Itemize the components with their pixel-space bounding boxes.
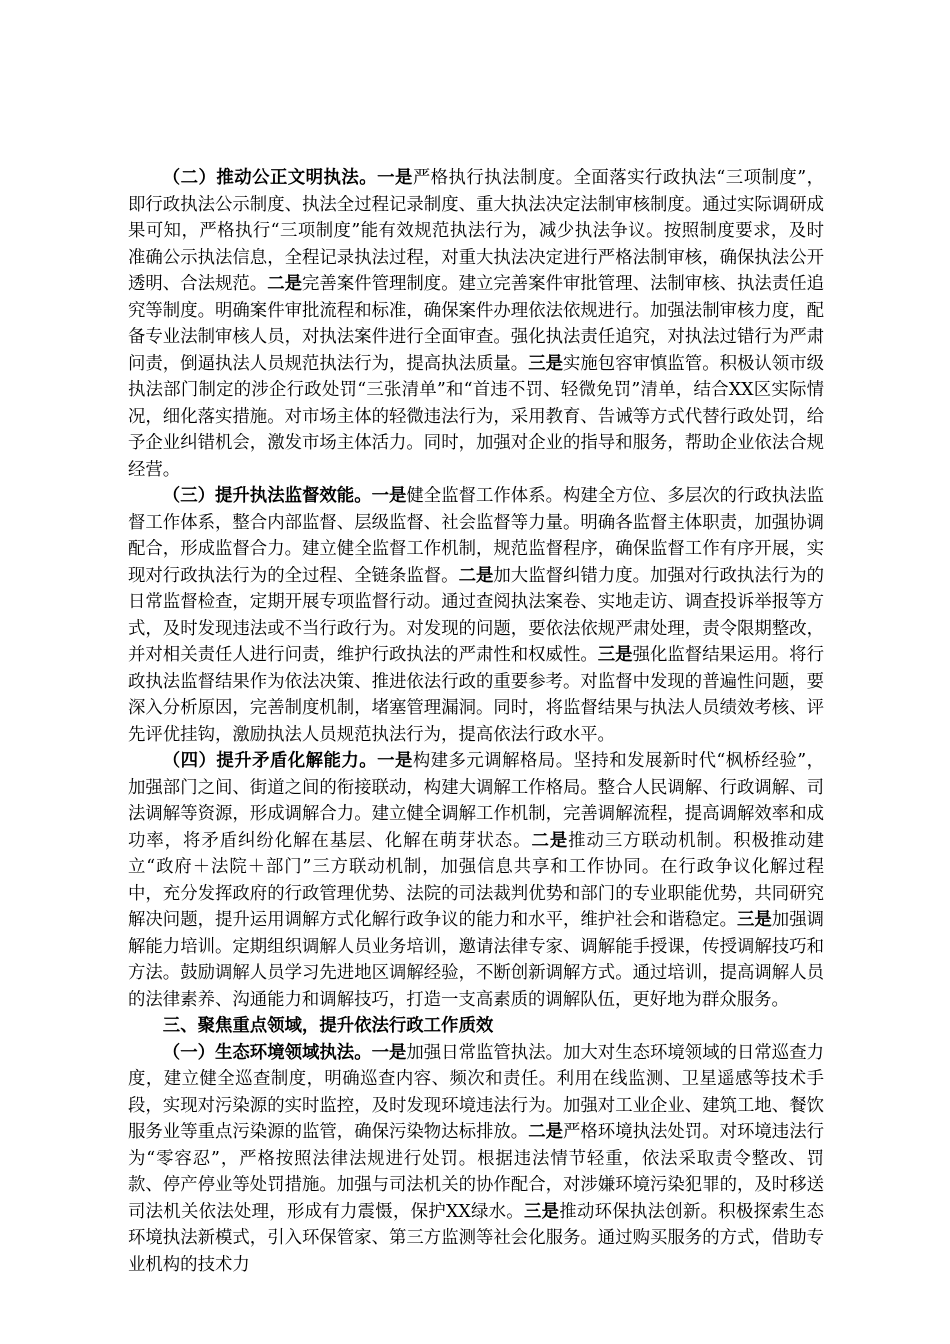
text-run-4: 加大监督纠错力度。加强对行政执法行为的日常监督检查，定期开展专项监督行动。通过查阅执法案卷、实地走访、调查投诉举报等方式，及时发现违法或不当行政行为。对发现的问题，要依法依规严肃处理，责令限期整改，并对相关责任人进行问责，维护行政执法的严肃性和权威性。 xyxy=(128,565,824,665)
bold-run-0: （三）提升执法监督效能。 xyxy=(162,486,372,506)
bold-run-1: 一是 xyxy=(371,486,407,506)
text-run-2: 构建多元调解格局。坚持和发展新时代“枫桥经验”，加强部门之间、街道之间的衔接联动，构建大调解工作格局。整合人民调解、行政调解、司法调解等资源，形成调解合力。建立健全调解工作机制，完善调解流程，提高调解效率和成功率，将矛盾纠纷化解在基层、化解在萌芽状态。 xyxy=(128,751,824,851)
bold-run-0: （一）生态环境领域执法。 xyxy=(162,1042,372,1063)
bold-run-3: 二是 xyxy=(528,1122,563,1142)
text-run-2: 严格执行执法制度。全面落实行政执法“三项制度”，即行政执法公示制度、执法全过程记录制度、重大执法决定法制审核制度。通过实际调研成果可知，严格执行“三项制度”能有效规范执法行为，减少执法争议。按照制度要求，及时准确公示执法信息，全程记录执法过程，对重大执法决定进行严格法制审核，确保执法公开透明、合法规范。 xyxy=(128,168,824,294)
text-run-6: 加强调解能力培训。定期组织调解人员业务培训，邀请法律专家、调解能手授课，传授调解技巧和方法。鼓励调解人员学习先进地区调解经验，不断创新调解方式。通过培训，提高调解人员的法律素养、沟通能力和调解技巧，打造一支高素质的调解队伍，更好地为群众服务。 xyxy=(128,910,824,1010)
bold-run-1: 一是 xyxy=(377,751,413,771)
bold-run-1: 一是 xyxy=(371,1042,407,1063)
bold-run-0: （四）提升矛盾化解能力。 xyxy=(162,751,378,771)
text-run-2: 健全监督工作体系。构建全方位、多层次的行政执法监督工作体系，整合内部监督、层级监督、社会监督等力量。明确各监督主体职责，加强协调配合，形成监督合力。建立健全监督工作机制，规范监督程序，确保监督工作有序开展，实现对行政执法行为的全过程、全链条监督。 xyxy=(128,486,824,586)
paragraph-3 xyxy=(128,483,824,748)
bold-run-0: （二）推动公正文明执法。 xyxy=(162,168,378,188)
bold-run-5: 三是 xyxy=(523,1201,560,1222)
text-run-2: 加强日常监管执法。加大对生态环境领域的日常巡查力度，建立健全巡查制度，明确巡查内容、频次和责任。利用在线监测、卫星遥感等技术手段，实现对污染源的实时监控，及时发现环境违法行为。加强对工业企业、建筑工地、餐饮服务业等重点污染源的监管，确保污染物达标排放。 xyxy=(128,1042,824,1142)
text-run-6: 推动环保执法创新。积极探索生态环境执法新模式，引入环保管家、第三方监测等社会化服务。通过购买服务的方式，借助专业机构的技术力 xyxy=(128,1201,824,1275)
text-run-6: 实施包容审慎监管。积极认领市级执法部门制定的涉企行政处罚“三张清单”和“首违不罚、轻微免罚”清单，结合XX区实际情况，细化落实措施。对市场主体的轻微违法行为，采用教育、告诫等方式代替行政处罚，给予企业纠错机会，激发市场主体活力。同时，加强对企业的指导和服务，帮助企业依法合规经营。 xyxy=(128,353,824,480)
bold-run-5: 三是 xyxy=(597,645,633,665)
text-run-4: 严格环境执法处罚。对环境违法行为“零容忍”，严格按照法律法规进行处罚。根据违法情节轻重，依法采取责令整改、罚款、停产停业等处罚措施。加强与司法机关的协作配合，对涉嫌环境污染犯罪的，及时移送司法机关依法处理，形成有力震慑，保护XX绿水。 xyxy=(128,1122,824,1222)
section-heading: 三、聚焦重点领域，提升依法行政工作质效 xyxy=(162,1016,494,1036)
text-run-4: 完善案件管理制度。建立完善案件审批管理、法制审核、执法责任追究等制度。明确案件审批流程和标准，确保案件办理依法依规进行。加强法制审核力度，配备专业法制审核人员，对执法案件进行全面审查。强化执法责任追究，对执法过错行为严肃问责，倒逼执法人员规范执法行为，提高执法质量。 xyxy=(128,274,824,374)
bold-run-3: 二是 xyxy=(531,830,569,851)
bold-run-5: 三是 xyxy=(736,910,772,930)
paragraph-5 xyxy=(128,1040,824,1279)
paragraph-4 xyxy=(128,748,824,1013)
bold-run-3: 二是 xyxy=(267,274,303,294)
paragraph-2 xyxy=(128,165,824,483)
text-run-4: 推动三方联动机制。积极推动建立“政府＋法院＋部门”三方联动机制，加强信息共享和工作协同。在行政争议化解过程中，充分发挥政府的行政管理优势、法院的司法裁判优势和部门的专业职能优势，共同研究解决问题，提升运用调解方式化解行政争议的能力和水平，维护社会和谐稳定。 xyxy=(128,830,824,930)
document-page xyxy=(128,165,824,1278)
bold-run-5: 三是 xyxy=(528,353,563,374)
bold-run-3: 二是 xyxy=(458,565,494,586)
bold-run-1: 一是 xyxy=(377,168,413,188)
text-run-6: 强化监督结果运用。将行政执法监督结果作为依法决策、推进依法行政的重要参考。对监督中发现的普遍性问题，要深入分析原因，完善制度机制，堵塞管理漏洞。同时，将监督结果与执法人员绩效考核、评先评优挂钩，激励执法人员规范执法行为，提高依法行政水平。 xyxy=(128,645,824,745)
